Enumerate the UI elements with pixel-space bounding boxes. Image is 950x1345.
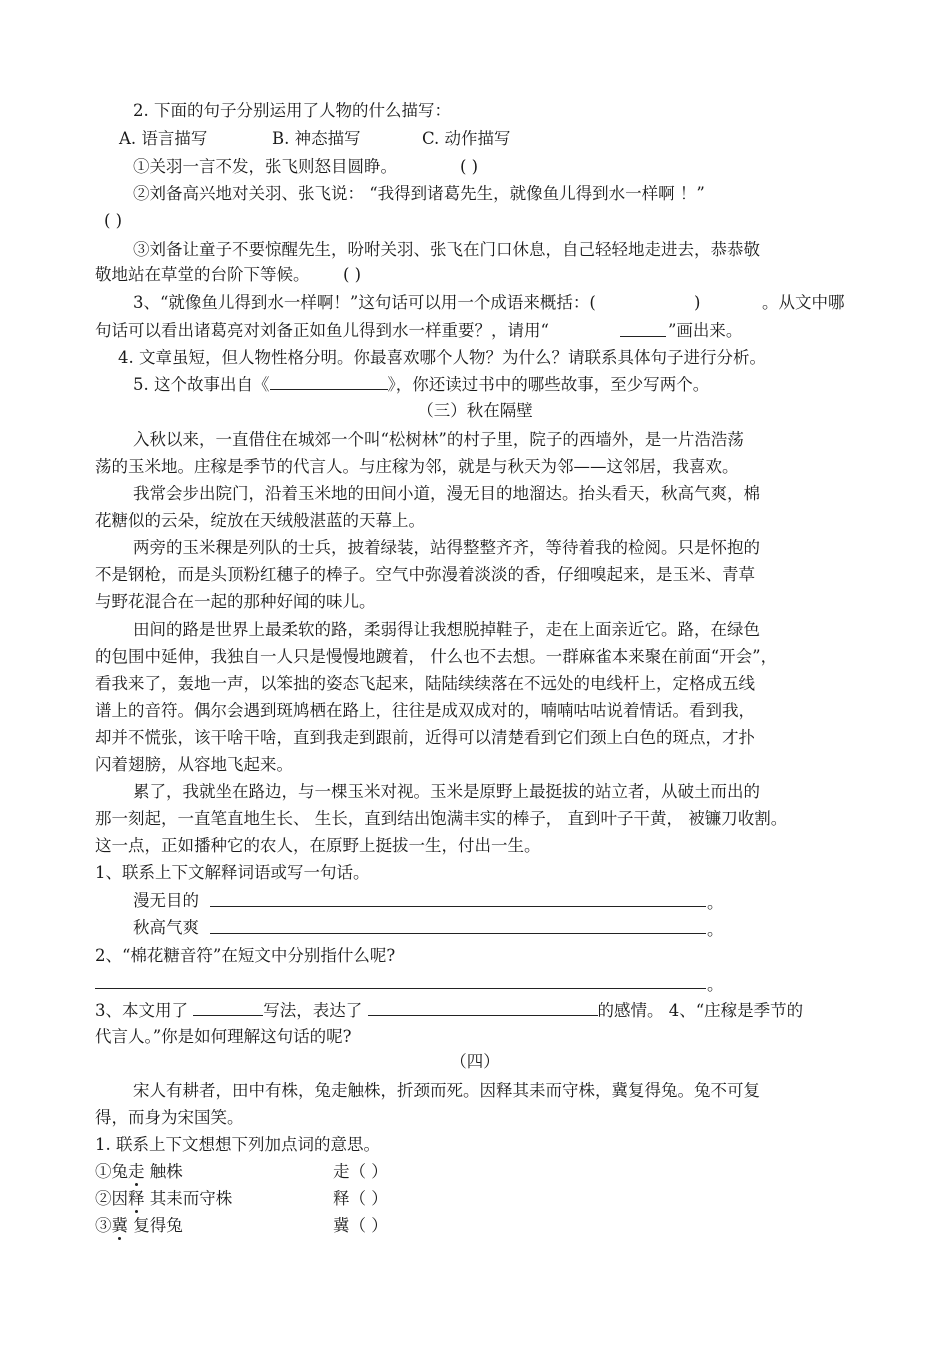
s3-question-2: 2、“棉花糖音符”在短文中分别指什么呢? <box>95 946 396 965</box>
s3-p2-line1: 我常会步出院门，沿着玉米地的田间小道，漫无目的地溜达。抬头看天，秋高气爽，棉 <box>133 484 760 503</box>
s3-p3-line2: 不是钢枪，而是头顶粉红穗子的棒子。空气中弥漫着淡淡的香，仔细嗅起来，是玉米、青草 <box>95 565 755 584</box>
s3-question-4-line2: 代言人。”你是如何理解这句话的呢? <box>95 1027 352 1046</box>
item-3-line2: 敬地站在草堂的台阶下等候。 <box>95 265 310 284</box>
s3-p4-line1: 田间的路是世界上最柔软的路，柔弱得让我想脱掉鞋子，走在上面亲近它。路，在绿色 <box>133 620 760 639</box>
s4-row-2-post: 其耒而守株 <box>149 1189 233 1208</box>
item-1-answer[interactable]: ( ) <box>460 157 479 176</box>
s4-question-1: 1. 联系上下文想想下列加点词的意思。 <box>95 1135 380 1154</box>
question-3-line2-end: ”画出来。 <box>668 321 743 340</box>
option-b: B. 神态描写 <box>272 129 361 148</box>
s4-row-3-post: 复得兔 <box>133 1216 183 1235</box>
s4-row-1 <box>95 1161 183 1183</box>
item-3-answer[interactable]: ( ) <box>343 265 362 284</box>
s3-question-3 <box>95 999 803 1022</box>
question-5-text-a: 5. 这个故事出自《 <box>133 375 270 394</box>
s3-p4-line3: 看我来了，轰地一声，以笨拙的姿态飞起来，陆陆续续落在不远处的电线杆上，定格成五线 <box>95 674 755 693</box>
s3-question-3-blank-2[interactable] <box>368 999 598 1016</box>
s3-word-1-period: 。 <box>707 893 724 912</box>
s3-question-3-text-a: 3、本文用了 <box>95 1001 188 1020</box>
s4-row-1-post: 触株 <box>149 1162 183 1181</box>
s3-p4-line6: 闪着翅膀，从容地飞起来。 <box>95 755 293 774</box>
s3-p5-line3: 这一点，正如播种它的农人，在原野上挺拔一生，付出一生。 <box>95 836 541 855</box>
s3-question-1: 1、联系上下文解释词语或写一句话。 <box>95 863 370 882</box>
s3-p4-line4: 谱上的音符。偶尔会遇到斑鸠栖在路上，往往是成双成对的，喃喃咕咕说着情话。看到我， <box>95 701 755 720</box>
item-2: ②刘备高兴地对关羽、张飞说： “我得到诸葛先生，就像鱼儿得到水一样啊 ！” <box>133 184 705 203</box>
option-a: A. 语言描写 <box>119 129 208 148</box>
s3-p3-line1: 两旁的玉米稞是列队的士兵，披着绿装，站得整整齐齐，等待着我的检阅。只是怀抱的 <box>133 538 760 557</box>
s4-row-2-answer[interactable]: 释（ ） <box>333 1189 388 1208</box>
s3-word-1-blank[interactable] <box>210 890 706 913</box>
section-4-title: （四） <box>450 1052 500 1071</box>
s4-row-2-pre: ②因 <box>95 1189 128 1208</box>
s3-question-3-blank-1[interactable] <box>193 999 263 1016</box>
question-3-blank[interactable] <box>620 320 666 343</box>
s3-p3-line3: 与野花混合在一起的那种好闻的味儿。 <box>95 592 376 611</box>
s3-question-3-text-b: 写法，表达了 <box>263 1001 363 1020</box>
question-5-text-b: 》，你还读过书中的哪些故事，至少写两个。 <box>387 375 710 394</box>
question-2: 2. 下面的句子分别运用了人物的什么描写： <box>133 101 451 120</box>
s4-row-2-dotted-char: 释 <box>128 1189 145 1208</box>
question-3-line1: 3、“就像鱼儿得到水一样啊！”这句话可以用一个成语来概括：( <box>133 293 596 312</box>
s3-p5-line1: 累了，我就坐在路边，与一棵玉米对视。玉米是原野上最挺拔的站立者，从破土而出的 <box>133 782 760 801</box>
s4-row-3-pre: ③ <box>95 1216 112 1235</box>
s3-p5-line2: 那一刻起，一直笔直地生长、 生长，直到结出饱满丰实的棒子， 直到叶子干黄， 被镰刀收割。 <box>95 809 788 828</box>
item-1: ①关羽一言不发，张飞则怒目圆睁。 <box>133 157 397 176</box>
s3-question-2-period: 。 <box>707 975 724 994</box>
s4-row-1-pre: ①兔 <box>95 1162 128 1181</box>
item-3-line1: ③刘备让童子不要惊醒先生，吩咐关羽、张飞在门口休息，自己轻轻地走进去，恭恭敬 <box>133 240 760 259</box>
s4-row-3-dotted-char: 冀 <box>111 1216 128 1235</box>
s3-question-3-text-c: 的感情。 4、“庄稼是季节的 <box>597 1001 804 1020</box>
s3-word-2-blank[interactable] <box>210 917 706 940</box>
section-3-title: （三）秋在隔壁 <box>417 401 533 420</box>
s4-row-1-answer[interactable]: 走（ ） <box>333 1162 388 1181</box>
s4-row-2 <box>95 1188 232 1210</box>
question-4: 4. 文章虽短，但人物性格分明。你最喜欢哪个人物？为什么？请联系具体句子进行分析。 <box>118 348 766 367</box>
s3-word-2: 秋高气爽 <box>133 918 199 937</box>
s4-p1-line1: 宋人有耕者，田中有株，兔走触株，折颈而死。因释其耒而守株，冀复得兔。兔不可复 <box>133 1081 760 1100</box>
question-5-blank[interactable] <box>270 373 388 390</box>
s4-row-3 <box>95 1215 183 1237</box>
s3-p4-line5: 却并不慌张，该干啥干啥，直到我走到跟前，近得可以清楚看到它们颈上白色的斑点，才扑 <box>95 728 755 747</box>
question-5 <box>133 373 709 396</box>
question-3-paren-close: ) <box>694 293 701 312</box>
s3-p1-line1: 入秋以来，一直借住在城郊一个叫“松树林”的村子里，院子的西墙外，是一片浩浩荡 <box>133 430 744 449</box>
option-c: C. 动作描写 <box>422 129 511 148</box>
s3-p1-line2: 荡的玉米地。庄稼是季节的代言人。与庄稼为邻，就是与秋天为邻——这邻居，我喜欢。 <box>95 457 739 476</box>
s3-p4-line2: 的包围中延伸，我独自一人只是慢慢地踱着， 什么也不去想。一群麻雀本来聚在前面“开会”， <box>95 647 778 666</box>
s4-row-3-answer[interactable]: 冀（ ） <box>333 1216 388 1235</box>
s3-question-2-blank[interactable] <box>95 972 706 995</box>
s3-p2-line2: 花糖似的云朵，绽放在天绒般湛蓝的天幕上。 <box>95 511 425 530</box>
item-2-answer[interactable]: ( ) <box>104 211 123 230</box>
question-3-line2: 句话可以看出诸葛亮对刘备正如鱼儿得到水一样重要？，请用“ <box>95 321 549 340</box>
s4-row-1-dotted-char: 走 <box>128 1162 145 1181</box>
s4-p1-line2: 得，而身为宋国笑。 <box>95 1108 244 1127</box>
s3-word-1: 漫无目的 <box>133 891 199 910</box>
question-3-line1-end: 。从文中哪 <box>762 293 845 312</box>
s3-word-2-period: 。 <box>707 920 724 939</box>
